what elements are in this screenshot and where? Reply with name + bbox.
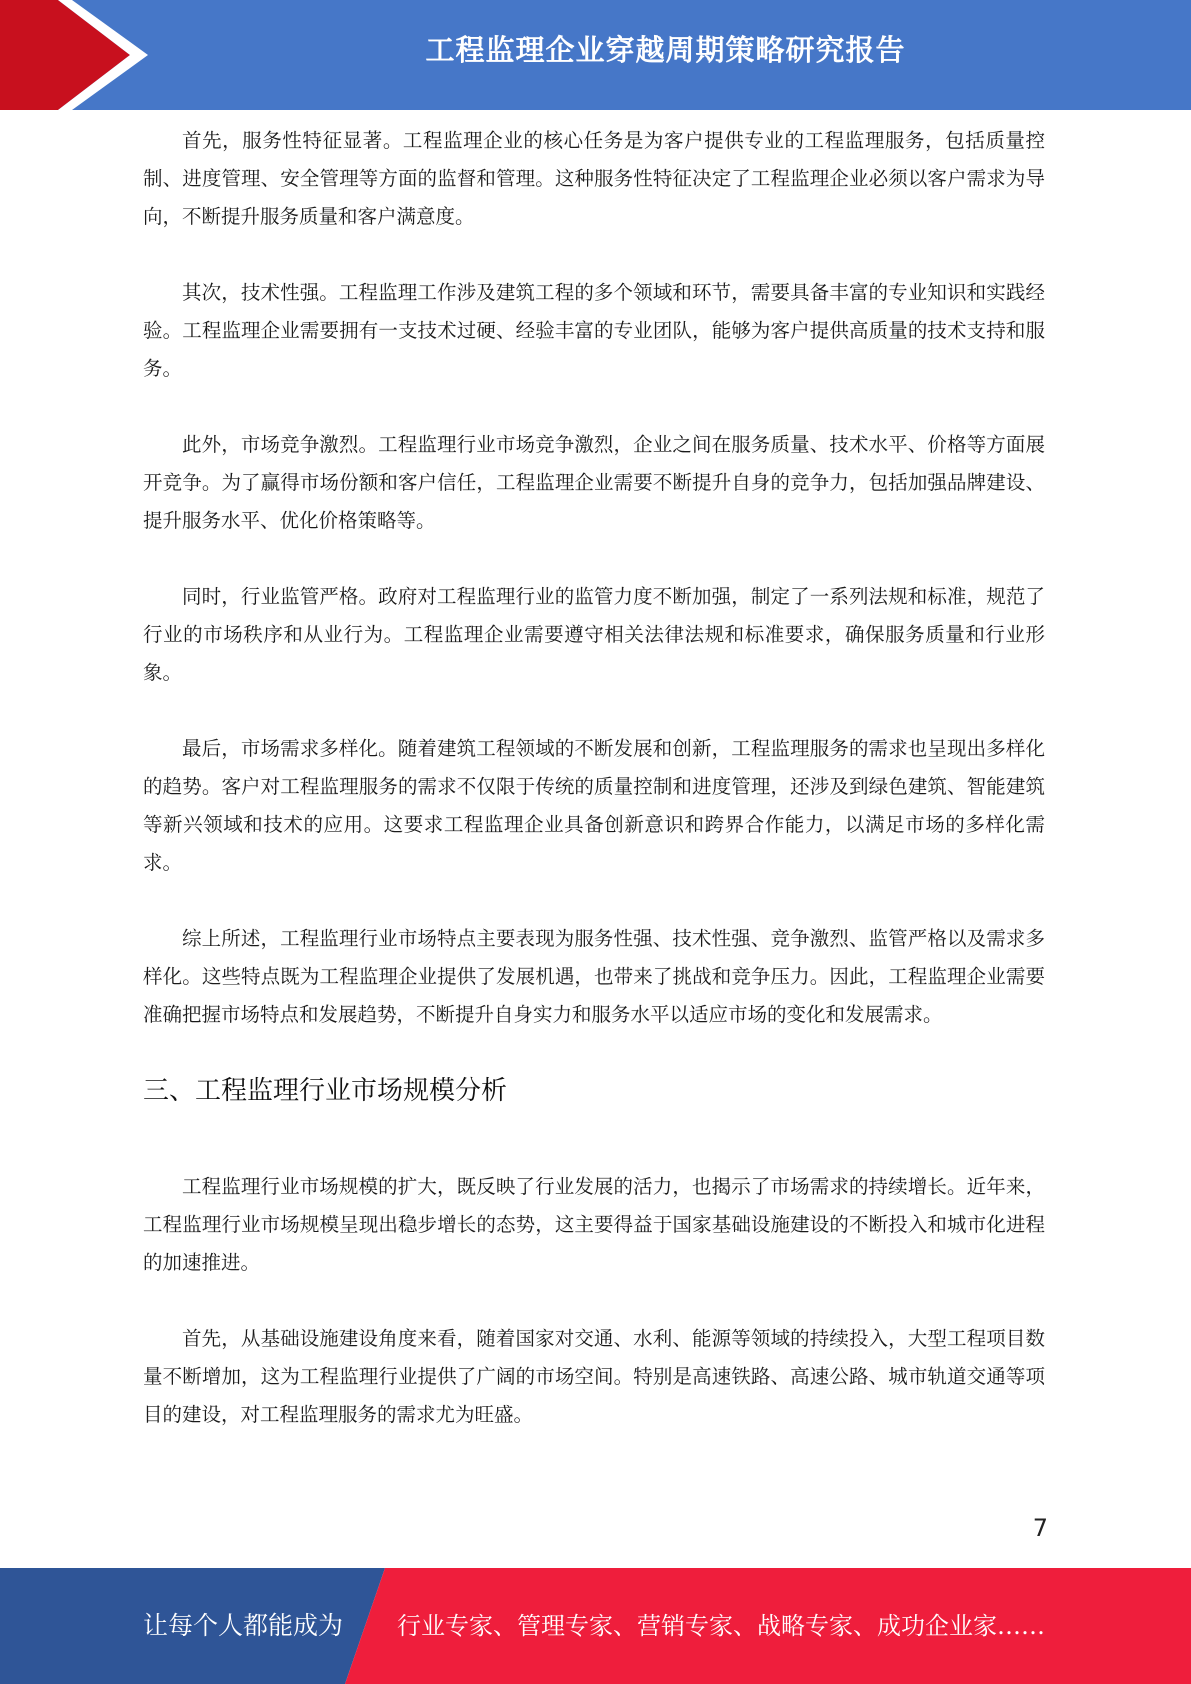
document-body — [143, 122, 1045, 1472]
paragraph: 最后，市场需求多样化。随着建筑工程领域的不断发展和创新，工程监理服务的需求也呈现出多样化的趋势。客户对工程监理服务的需求不仅限于传统的质量控制和进度管理，还涉及到绿色建筑、智能建筑等新兴领域和技术的应用。这要求工程监理企业具备创新意识和跨界合作能力，以满足市场的多样化需求。 — [143, 737, 1045, 874]
paragraph: 首先，服务性特征显著。工程监理企业的核心任务是为客户提供专业的工程监理服务，包括质量控制、进度管理、安全管理等方面的监督和管理。这种服务性特征决定了工程监理企业必须以客户需求为导向，不断提升服务质量和客户满意度。 — [143, 129, 1045, 228]
page-number: 7 — [1032, 1514, 1048, 1542]
paragraph: 首先，从基础设施建设角度来看，随着国家对交通、水利、能源等领域的持续投入，大型工程项目数量不断增加，这为工程监理行业提供了广阔的市场空间。特别是高速铁路、高速公路、城市轨道交通等项目的建设，对工程监理服务的需求尤为旺盛。 — [143, 1327, 1045, 1426]
paragraph: 综上所述，工程监理行业市场特点主要表现为服务性强、技术性强、竞争激烈、监管严格以及需求多样化。这些特点既为工程监理企业提供了发展机遇，也带来了挑战和竞争压力。因此，工程监理企业需要准确把握市场特点和发展趋势，不断提升自身实力和服务水平以适应市场的变化和发展需求。 — [143, 927, 1045, 1026]
paragraph: 此外，市场竞争激烈。工程监理行业市场竞争激烈，企业之间在服务质量、技术水平、价格等方面展开竞争。为了赢得市场份额和客户信任，工程监理企业需要不断提升自身的竞争力，包括加强品牌建设、提升服务水平、优化价格策略等。 — [143, 433, 1045, 532]
footer-slogan-left: 让每个人都能成为 — [143, 1611, 344, 1640]
page-header — [0, 0, 1191, 110]
document-title: 工程监理企业穿越周期策略研究报告 — [425, 33, 906, 67]
section-heading: 三、工程监理行业市场规模分析 — [143, 1076, 508, 1106]
paragraph: 工程监理行业市场规模的扩大，既反映了行业发展的活力，也揭示了市场需求的持续增长。近年来，工程监理行业市场规模呈现出稳步增长的态势，这主要得益于国家基础设施建设的不断投入和城市化进程的加速推进。 — [143, 1175, 1045, 1274]
paragraph: 其次，技术性强。工程监理工作涉及建筑工程的多个领域和环节，需要具备丰富的专业知识和实践经验。工程监理企业需要拥有一支技术过硬、经验丰富的专业团队，能够为客户提供高质量的技术支持和服务。 — [143, 281, 1045, 380]
paragraph: 同时，行业监管严格。政府对工程监理行业的监管力度不断加强，制定了一系列法规和标准，规范了行业的市场秩序和从业行为。工程监理企业需要遵守相关法律法规和标准要求，确保服务质量和行业形象。 — [143, 585, 1045, 684]
footer-slogan-right: 行业专家、管理专家、营销专家、战略专家、成功企业家…… — [397, 1612, 1045, 1640]
page-footer — [0, 1568, 1191, 1684]
